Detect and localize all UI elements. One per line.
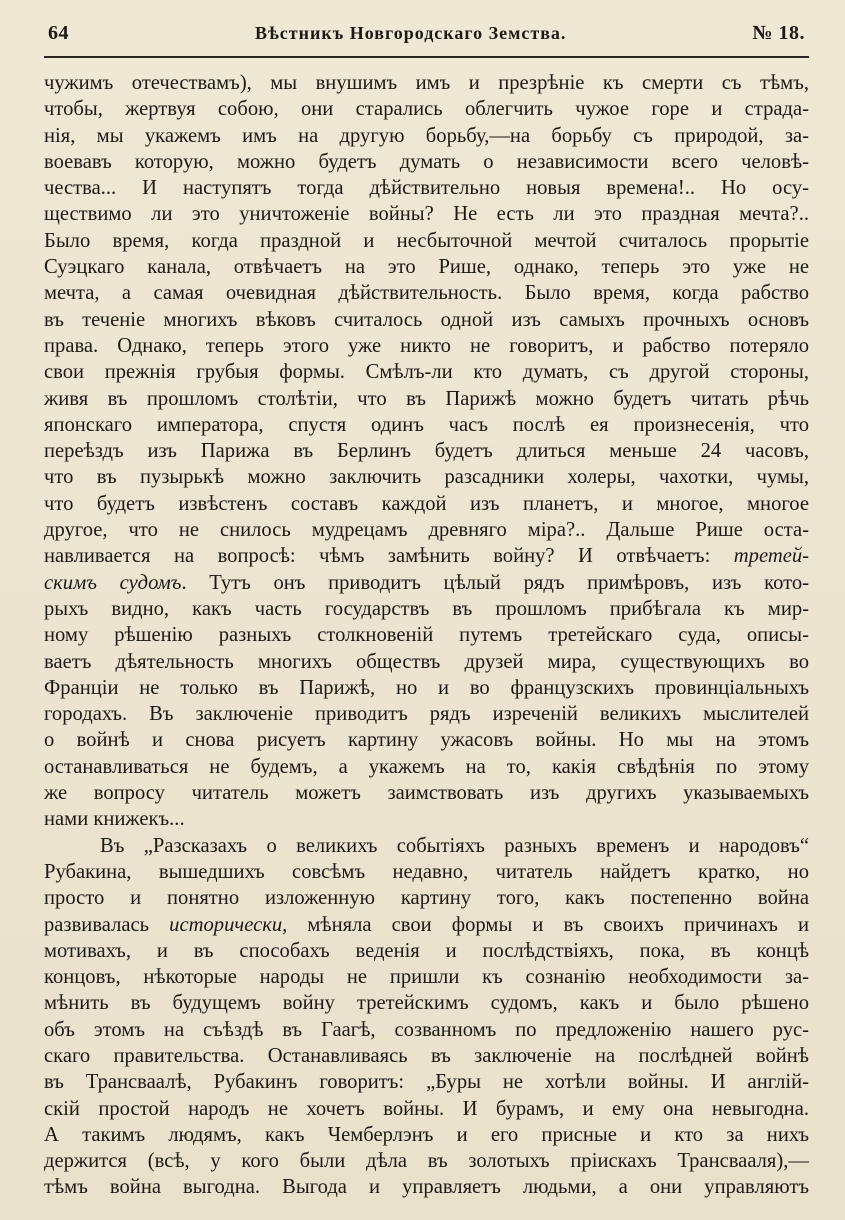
body-text bbox=[44, 70, 809, 1201]
text-line: въ теченіе многихъ вѣковъ считалось одной изъ самыхъ прочныхъ основъ bbox=[44, 308, 809, 331]
text-line: чтобы, жертвуя собою, они старались облегчить чужое горе и страда- bbox=[44, 98, 809, 121]
text-line: о войнѣ и снова рисуетъ картину ужасовъ войны. Но мы на этомъ bbox=[44, 729, 809, 752]
text-line: мѣнить въ будущемъ войну третейскимъ судомъ, какъ и было рѣшено bbox=[44, 992, 809, 1015]
text-line: что въ пузырькѣ можно заключить разсадники холеры, чахотки, чумы, bbox=[44, 466, 809, 489]
text-line: чужимъ отечествамъ), мы внушимъ имъ и презрѣніе къ смерти съ тѣмъ, bbox=[44, 72, 809, 94]
text-line: права. Однако, теперь этого уже никто не говоритъ, и рабство потеряло bbox=[44, 334, 809, 357]
text-line: же вопросу читатель можетъ заимствовать изъ другихъ указываемыхъ bbox=[44, 782, 809, 805]
text-line: переѣздъ изъ Парижа въ Берлинъ будетъ длиться меньше 24 часовъ, bbox=[44, 440, 809, 463]
text-line: скій простой народъ не хочетъ войны. И бурамъ, и ему она невыгодна. bbox=[44, 1097, 809, 1120]
text-line: держится (всѣ, у кого были дѣла въ золотыхъ пріискахъ Трансвааля),— bbox=[44, 1150, 809, 1173]
text-line: ному рѣшенію разныхъ столкновеній путемъ третейскаго суда, описы- bbox=[44, 624, 809, 647]
text-line: рыхъ видно, какъ часть государствъ въ прошломъ прибѣгала къ мир- bbox=[44, 597, 809, 620]
text-line: живя въ прошломъ столѣтіи, что въ Парижѣ можно будетъ читать рѣчь bbox=[44, 387, 809, 410]
issue-number: № 18. bbox=[752, 22, 805, 44]
text-fragment: . Тутъ онъ приводитъ цѣлый рядъ примѣровъ, изъ кото- bbox=[181, 571, 809, 594]
text-line: Рубакина, вышедшихъ совсѣмъ недавно, читатель найдетъ кратко, но bbox=[44, 860, 809, 883]
text-line: другое, что не снилось мудрецамъ древняго міра?.. Дальше Рише оста- bbox=[44, 519, 809, 542]
running-header bbox=[44, 22, 809, 58]
text-line: мотивахъ, и въ способахъ веденія и послѣдствіяхъ, пока, въ концѣ bbox=[44, 939, 809, 962]
text-line: въ Трансваалѣ, Рубакинъ говоритъ: „Буры не хотѣли войны. И англій- bbox=[44, 1071, 809, 1094]
text-line: нами книжекъ... bbox=[44, 808, 185, 831]
text-line: ваетъ дѣятельность многихъ обществъ друзей мира, существующихъ во bbox=[44, 650, 809, 673]
text-line: японскаго императора, спустя одинъ часъ послѣ ея произнесенія, что bbox=[44, 413, 809, 436]
text-line bbox=[44, 570, 809, 596]
text-line: свои прежнія грубыя формы. Смѣлъ-ли кто думать, съ другой стороны, bbox=[44, 361, 809, 384]
text-line: мечта, а самая очевидная дѣйствительность. Было время, когда рабство bbox=[44, 282, 809, 305]
text-line: концовъ, нѣкоторые народы не пришли къ сознанію необходимости за- bbox=[44, 966, 809, 989]
text-line bbox=[44, 912, 809, 938]
text-line: Было время, когда праздной и несбыточной мечтой считалось прорытіе bbox=[44, 229, 809, 252]
text-line: нія, мы укажемъ имъ на другую борьбу,—на борьбу съ природой, за- bbox=[44, 124, 809, 147]
text-line: просто и понятно изложенную картину того, какъ постепенно война bbox=[44, 887, 809, 910]
text-line: объ этомъ на съѣздѣ въ Гаагѣ, созванномъ по предложенію нашего рус- bbox=[44, 1018, 809, 1041]
text-line: А такимъ людямъ, какъ Чемберлэнъ и его присные и кто за нихъ bbox=[44, 1123, 809, 1146]
text-fragment: развивалась bbox=[44, 913, 150, 936]
text-line: останавливаться не будемъ, а укажемъ на то, какія свѣдѣнія по этому bbox=[44, 755, 809, 778]
text-line: Въ „Разсказахъ о великихъ событіяхъ разныхъ временъ и народовъ“ bbox=[100, 834, 809, 857]
text-line: чества... И наступятъ тогда дѣйствительно новыя времена!.. Но осу- bbox=[44, 177, 809, 200]
italic-phrase: исторически bbox=[169, 913, 283, 936]
italic-phrase: скимъ судомъ bbox=[44, 571, 182, 594]
text-line: Суэцкаго канала, отвѣчаетъ на это Рише, однако, теперь это уже не bbox=[44, 256, 809, 279]
italic-phrase: третей- bbox=[733, 545, 809, 568]
journal-title: Вѣстникъ Новгородскаго Земства. bbox=[254, 23, 567, 43]
text-line bbox=[44, 543, 809, 569]
text-line: городахъ. Въ заключеніе приводитъ рядъ изреченій великихъ мыслителей bbox=[44, 703, 809, 726]
text-line: ществимо ли это уничтоженіе войны? Не есть ли это праздная мечта?.. bbox=[44, 203, 809, 226]
text-fragment: навливается на вопросѣ: чѣмъ замѣнить войну? И отвѣчаетъ: bbox=[44, 545, 711, 568]
text-line: воевавъ которую, можно будетъ думать о независимости всего человѣ- bbox=[44, 150, 809, 173]
page-number: 64 bbox=[48, 22, 69, 44]
text-fragment: , мѣняла свои формы и въ своихъ причинахъ и bbox=[282, 913, 809, 936]
text-line: скаго правительства. Останавливаясь въ заключеніе на послѣдней войнѣ bbox=[44, 1044, 809, 1067]
text-line: Франціи не только въ Парижѣ, но и во французскихъ провинціальныхъ bbox=[44, 676, 809, 699]
text-line: тѣмъ война выгодна. Выгода и управляетъ людьми, а они управляютъ bbox=[44, 1176, 809, 1199]
text-line: что будетъ извѣстенъ составъ каждой изъ планетъ, и многое, многое bbox=[44, 492, 809, 515]
